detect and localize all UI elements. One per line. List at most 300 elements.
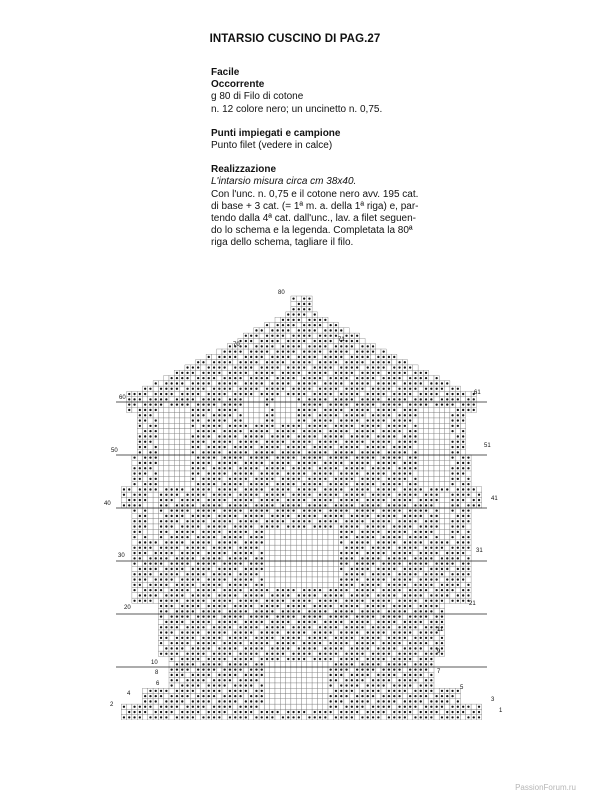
filled-block-dot — [451, 483, 453, 485]
filled-block-dot — [330, 626, 332, 628]
filled-block-dot — [224, 642, 226, 644]
filled-block-dot — [319, 478, 321, 480]
filled-block-dot — [441, 488, 443, 490]
chart-cell — [296, 683, 301, 688]
filled-block-dot — [208, 472, 210, 474]
chart-cell — [476, 487, 481, 492]
filled-block-dot — [186, 499, 188, 501]
chart-cell — [180, 572, 185, 577]
filled-block-dot — [292, 631, 294, 633]
chart-cell — [270, 561, 275, 566]
filled-block-dot — [367, 605, 369, 607]
chart-cell — [264, 688, 269, 693]
chart-cell — [381, 715, 386, 720]
chart-cell — [201, 709, 206, 714]
chart-cell — [264, 550, 269, 555]
chart-cell — [429, 466, 434, 471]
filled-block-dot — [192, 690, 194, 692]
filled-block-dot — [308, 653, 310, 655]
filled-block-dot — [414, 563, 416, 565]
filled-block-dot — [457, 706, 459, 708]
filled-block-dot — [377, 653, 379, 655]
filled-block-dot — [287, 525, 289, 527]
filled-block-dot — [383, 626, 385, 628]
filled-block-dot — [430, 605, 432, 607]
chart-cell — [323, 672, 328, 677]
filled-block-dot — [186, 626, 188, 628]
filled-block-dot — [457, 504, 459, 506]
filled-block-dot — [436, 573, 438, 575]
filled-block-dot — [314, 658, 316, 660]
chart-cell — [291, 699, 296, 704]
chart-cell — [254, 471, 259, 476]
chart-cell — [270, 550, 275, 555]
filled-block-dot — [430, 706, 432, 708]
chart-cell — [222, 635, 227, 640]
filled-block-dot — [393, 695, 395, 697]
filled-block-dot — [229, 594, 231, 596]
chart-cell — [249, 476, 254, 481]
filled-block-dot — [388, 716, 390, 718]
filled-block-dot — [314, 642, 316, 644]
filled-block-dot — [372, 573, 374, 575]
filled-block-dot — [298, 494, 300, 496]
chart-cell — [307, 540, 312, 545]
filled-block-dot — [277, 711, 279, 713]
filled-block-dot — [176, 706, 178, 708]
filled-block-dot — [165, 711, 167, 713]
filled-block-dot — [335, 637, 337, 639]
filled-block-dot — [451, 536, 453, 538]
filled-block-dot — [181, 684, 183, 686]
filled-block-dot — [292, 711, 294, 713]
filled-block-dot — [398, 684, 400, 686]
filled-block-dot — [186, 552, 188, 554]
chart-cell — [339, 625, 344, 630]
filled-block-dot — [218, 711, 220, 713]
chart-cell — [270, 529, 275, 534]
chart-cell — [312, 699, 317, 704]
chart-cell — [429, 614, 434, 619]
chart-cell — [333, 577, 338, 582]
filled-block-dot — [229, 616, 231, 618]
filled-block-dot — [356, 647, 358, 649]
filled-block-dot — [345, 716, 347, 718]
filled-block-dot — [351, 600, 353, 602]
filled-block-dot — [181, 594, 183, 596]
chart-cell — [471, 492, 476, 497]
filled-block-dot — [234, 594, 236, 596]
filled-block-dot — [224, 488, 226, 490]
filled-block-dot — [372, 600, 374, 602]
filled-block-dot — [155, 483, 157, 485]
chart-cell — [418, 519, 423, 524]
chart-cell — [190, 508, 195, 513]
filled-block-dot — [356, 711, 358, 713]
filled-block-dot — [197, 472, 199, 474]
filled-block-dot — [171, 568, 173, 570]
chart-cell — [445, 519, 450, 524]
filled-block-dot — [202, 541, 204, 543]
filled-block-dot — [414, 467, 416, 469]
chart-cell — [275, 662, 280, 667]
filled-block-dot — [383, 621, 385, 623]
chart-cell — [402, 561, 407, 566]
chart-cell — [169, 715, 174, 720]
chart-cell — [365, 519, 370, 524]
filled-block-dot — [404, 520, 406, 522]
chart-cell — [413, 709, 418, 714]
chart-cell — [408, 582, 413, 587]
chart-cell — [392, 572, 397, 577]
filled-block-dot — [393, 584, 395, 586]
filled-block-dot — [181, 510, 183, 512]
filled-block-dot — [367, 674, 369, 676]
filled-block-dot — [467, 547, 469, 549]
filled-block-dot — [202, 706, 204, 708]
chart-cell — [280, 529, 285, 534]
filled-block-dot — [213, 504, 215, 506]
filled-block-dot — [282, 510, 284, 512]
filled-block-dot — [245, 472, 247, 474]
filled-block-dot — [261, 525, 263, 527]
filled-block-dot — [197, 706, 199, 708]
filled-block-dot — [176, 563, 178, 565]
chart-cell — [302, 503, 307, 508]
filled-block-dot — [335, 663, 337, 665]
filled-block-dot — [292, 483, 294, 485]
filled-block-dot — [271, 631, 273, 633]
filled-block-dot — [340, 684, 342, 686]
chart-cell — [275, 503, 280, 508]
chart-cell — [323, 550, 328, 555]
filled-block-dot — [229, 626, 231, 628]
filled-block-dot — [351, 653, 353, 655]
chart-cell — [392, 598, 397, 603]
filled-block-dot — [128, 488, 130, 490]
filled-block-dot — [224, 669, 226, 671]
chart-cell — [307, 683, 312, 688]
filled-block-dot — [255, 510, 257, 512]
chart-cell — [280, 603, 285, 608]
filled-block-dot — [218, 626, 220, 628]
filled-block-dot — [298, 610, 300, 612]
chart-cell — [169, 460, 174, 465]
chart-cell — [450, 540, 455, 545]
filled-block-dot — [409, 631, 411, 633]
filled-block-dot — [208, 605, 210, 607]
filled-block-dot — [372, 589, 374, 591]
filled-block-dot — [186, 631, 188, 633]
filled-block-dot — [335, 716, 337, 718]
filled-block-dot — [213, 616, 215, 618]
filled-block-dot — [430, 504, 432, 506]
chart-cell — [264, 646, 269, 651]
filled-block-dot — [308, 504, 310, 506]
chart-cell — [450, 593, 455, 598]
chart-cell — [296, 582, 301, 587]
chart-cell — [355, 503, 360, 508]
chart-cell — [339, 598, 344, 603]
filled-block-dot — [473, 716, 475, 718]
filled-block-dot — [404, 631, 406, 633]
filled-block-dot — [277, 494, 279, 496]
filled-block-dot — [149, 557, 151, 559]
filled-block-dot — [186, 494, 188, 496]
filled-block-dot — [398, 557, 400, 559]
filled-block-dot — [229, 600, 231, 602]
filled-block-dot — [160, 716, 162, 718]
filled-block-dot — [234, 472, 236, 474]
filled-block-dot — [250, 669, 252, 671]
filled-block-dot — [414, 589, 416, 591]
filled-block-dot — [420, 700, 422, 702]
filled-block-dot — [239, 711, 241, 713]
filled-block-dot — [133, 557, 135, 559]
filled-block-dot — [409, 616, 411, 618]
filled-block-dot — [436, 563, 438, 565]
filled-block-dot — [277, 472, 279, 474]
filled-block-dot — [266, 642, 268, 644]
filled-block-dot — [266, 478, 268, 480]
chart-cell — [296, 662, 301, 667]
filled-block-dot — [266, 631, 268, 633]
filled-block-dot — [197, 547, 199, 549]
chart-cell — [291, 550, 296, 555]
filled-block-dot — [430, 578, 432, 580]
chart-cell — [439, 482, 444, 487]
filled-block-dot — [255, 642, 257, 644]
chart-cell — [323, 683, 328, 688]
filled-block-dot — [255, 647, 257, 649]
filled-block-dot — [372, 637, 374, 639]
filled-block-dot — [239, 520, 241, 522]
filled-block-dot — [446, 700, 448, 702]
chart-cell — [323, 704, 328, 709]
filled-block-dot — [388, 483, 390, 485]
filled-block-dot — [361, 700, 363, 702]
filled-block-dot — [292, 499, 294, 501]
filled-block-dot — [467, 504, 469, 506]
filled-block-dot — [181, 642, 183, 644]
chart-cell — [445, 497, 450, 502]
filled-block-dot — [192, 488, 194, 490]
filled-block-dot — [361, 637, 363, 639]
chart-cell — [286, 492, 291, 497]
filled-block-dot — [398, 695, 400, 697]
chart-cell — [158, 487, 163, 492]
filled-block-dot — [372, 504, 374, 506]
chart-cell — [434, 556, 439, 561]
chart-cell — [429, 535, 434, 540]
filled-block-dot — [133, 483, 135, 485]
filled-block-dot — [457, 520, 459, 522]
chart-cell — [328, 550, 333, 555]
filled-block-dot — [155, 711, 157, 713]
filled-block-dot — [377, 499, 379, 501]
chart-cell — [153, 545, 158, 550]
chart-cell — [227, 550, 232, 555]
chart-cell — [286, 540, 291, 545]
chart-cell — [328, 529, 333, 534]
filled-block-dot — [192, 478, 194, 480]
chart-cell — [317, 577, 322, 582]
filled-block-dot — [414, 647, 416, 649]
filled-block-dot — [261, 716, 263, 718]
execution-heading: Realizzazione — [211, 164, 277, 176]
filled-block-dot — [462, 563, 464, 565]
chart-cell — [392, 545, 397, 550]
materials-line-1: g 80 di Filo di cotone — [211, 91, 304, 103]
filled-block-dot — [367, 483, 369, 485]
filled-block-dot — [250, 621, 252, 623]
filled-block-dot — [186, 663, 188, 665]
chart-cell — [339, 519, 344, 524]
filled-block-dot — [144, 515, 146, 517]
chart-cell — [423, 471, 428, 476]
filled-block-dot — [171, 510, 173, 512]
chart-cell — [137, 508, 142, 513]
filled-block-dot — [229, 467, 231, 469]
chart-cell — [206, 625, 211, 630]
filled-block-dot — [467, 478, 469, 480]
chart-cell — [206, 545, 211, 550]
filled-block-dot — [393, 716, 395, 718]
chart-cell — [328, 715, 333, 720]
filled-block-dot — [149, 589, 151, 591]
filled-block-dot — [165, 700, 167, 702]
chart-cell — [286, 625, 291, 630]
filled-block-dot — [245, 541, 247, 543]
filled-block-dot — [398, 669, 400, 671]
filled-block-dot — [133, 573, 135, 575]
chart-cell — [312, 683, 317, 688]
filled-block-dot — [361, 716, 363, 718]
chart-cell — [259, 492, 264, 497]
filled-block-dot — [377, 525, 379, 527]
filled-block-dot — [160, 573, 162, 575]
chart-cell — [227, 603, 232, 608]
filled-block-dot — [393, 557, 395, 559]
chart-cell — [397, 540, 402, 545]
filled-block-dot — [266, 520, 268, 522]
filled-block-dot — [345, 663, 347, 665]
filled-block-dot — [186, 520, 188, 522]
filled-block-dot — [324, 467, 326, 469]
chart-cell — [164, 508, 169, 513]
filled-block-dot — [261, 499, 263, 501]
filled-block-dot — [345, 510, 347, 512]
filled-block-dot — [160, 494, 162, 496]
filled-block-dot — [208, 695, 210, 697]
filled-block-dot — [250, 515, 252, 517]
filled-block-dot — [149, 483, 151, 485]
filled-block-dot — [197, 684, 199, 686]
filled-block-dot — [255, 547, 257, 549]
filled-block-dot — [298, 515, 300, 517]
chart-cell — [386, 550, 391, 555]
chart-cell — [185, 540, 190, 545]
filled-block-dot — [356, 488, 358, 490]
chart-cell — [227, 683, 232, 688]
filled-block-dot — [367, 578, 369, 580]
filled-block-dot — [409, 642, 411, 644]
filled-block-dot — [409, 647, 411, 649]
filled-block-dot — [192, 531, 194, 533]
filled-block-dot — [372, 605, 374, 607]
chart-cell — [439, 519, 444, 524]
filled-block-dot — [139, 499, 141, 501]
chart-cell — [333, 535, 338, 540]
filled-block-dot — [218, 462, 220, 464]
filled-block-dot — [404, 578, 406, 580]
filled-block-dot — [436, 525, 438, 527]
chart-cell — [312, 540, 317, 545]
filled-block-dot — [314, 478, 316, 480]
filled-block-dot — [261, 478, 263, 480]
filled-block-dot — [277, 647, 279, 649]
filled-block-dot — [213, 536, 215, 538]
filled-block-dot — [414, 642, 416, 644]
chart-cell — [158, 646, 163, 651]
filled-block-dot — [197, 626, 199, 628]
filled-block-dot — [139, 716, 141, 718]
filled-block-dot — [250, 589, 252, 591]
filled-block-dot — [404, 525, 406, 527]
chart-cell — [328, 545, 333, 550]
filled-block-dot — [224, 547, 226, 549]
filled-block-dot — [436, 600, 438, 602]
filled-block-dot — [430, 658, 432, 660]
chart-cell — [445, 524, 450, 529]
filled-block-dot — [335, 690, 337, 692]
filled-block-dot — [261, 515, 263, 517]
filled-block-dot — [197, 563, 199, 565]
filled-block-dot — [218, 478, 220, 480]
filled-block-dot — [404, 700, 406, 702]
filled-block-dot — [250, 547, 252, 549]
filled-block-dot — [250, 483, 252, 485]
chart-cell — [280, 699, 285, 704]
filled-block-dot — [224, 706, 226, 708]
chart-cell — [254, 524, 259, 529]
chart-cell — [450, 487, 455, 492]
filled-block-dot — [277, 616, 279, 618]
filled-block-dot — [234, 568, 236, 570]
chart-cell — [429, 482, 434, 487]
filled-block-dot — [330, 488, 332, 490]
chart-cell — [349, 614, 354, 619]
filled-block-dot — [308, 616, 310, 618]
filled-block-dot — [356, 510, 358, 512]
filled-block-dot — [393, 711, 395, 713]
filled-block-dot — [377, 531, 379, 533]
filled-block-dot — [229, 669, 231, 671]
chart-cell — [360, 524, 365, 529]
chart-cell — [201, 656, 206, 661]
filled-block-dot — [245, 605, 247, 607]
filled-block-dot — [398, 653, 400, 655]
filled-block-dot — [234, 690, 236, 692]
filled-block-dot — [144, 568, 146, 570]
chart-cell — [153, 508, 158, 513]
filled-block-dot — [250, 706, 252, 708]
filled-block-dot — [197, 541, 199, 543]
filled-block-dot — [361, 679, 363, 681]
filled-block-dot — [319, 525, 321, 527]
filled-block-dot — [165, 499, 167, 501]
filled-block-dot — [351, 494, 353, 496]
